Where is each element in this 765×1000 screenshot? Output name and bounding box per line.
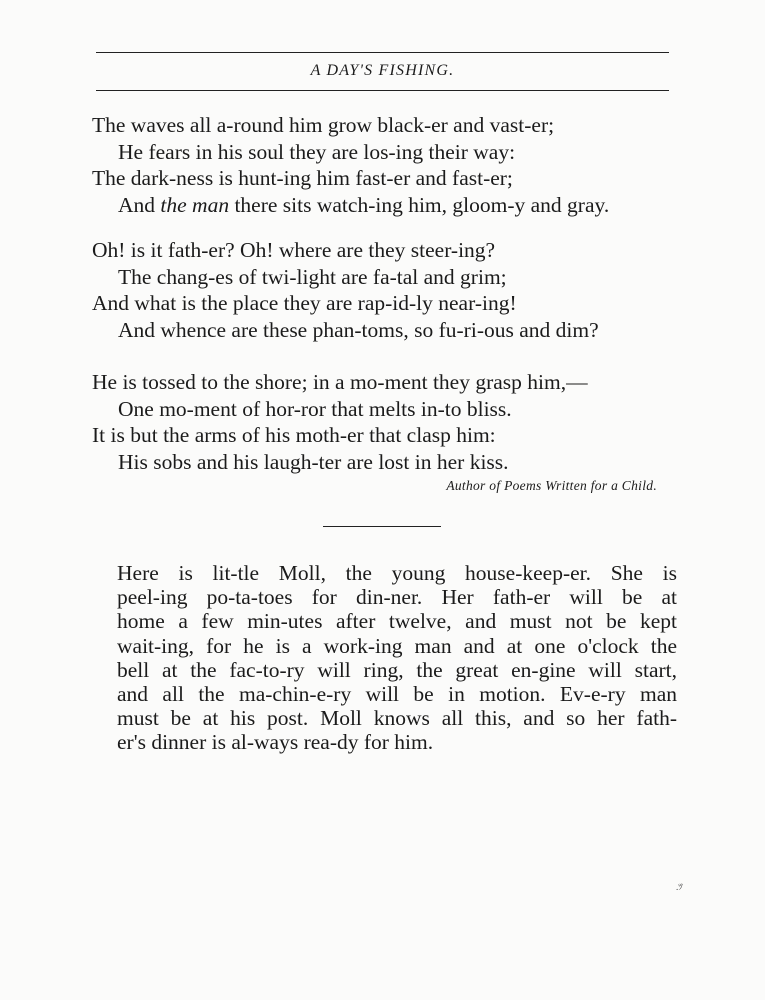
header-rule-bottom <box>96 90 669 91</box>
emphasized-words: the man <box>160 192 230 217</box>
poem-line: He is tossed to the shore; in a mo-ment they grasp him,— <box>92 370 588 394</box>
poem-line: And what is the place they are rap-id-ly near-ing! <box>92 291 517 315</box>
prose-line: must be at his post. Moll knows all this, and so her fath- <box>117 706 677 731</box>
running-title: A DAY'S FISHING. <box>310 62 455 79</box>
section-divider <box>323 526 441 527</box>
poem-line: His sobs and his laugh-ter are lost in her kiss. <box>118 449 509 474</box>
printer-mark: .ﾂ <box>676 882 683 892</box>
prose-line: peel-ing po-ta-toes for din-ner. Her fath-er will be at <box>117 585 677 610</box>
poem-line-part: there sits watch-ing him, gloom-y and gray. <box>229 192 610 217</box>
poem-line: Oh! is it fath-er? Oh! where are they steer-ing? <box>92 238 496 262</box>
poem-stanza-3 <box>92 369 692 475</box>
poem-line-part: And <box>118 192 161 217</box>
poem-line: He fears in his soul they are los-ing their way: <box>118 139 516 164</box>
poem-line: And whence are these phan-toms, so fu-ri-ous and dim? <box>118 317 599 342</box>
poem-attribution: Author of Poems Written for a Child. <box>446 478 657 493</box>
poem-stanza-2 <box>92 237 692 343</box>
poem-line: The dark-ness is hunt-ing him fast-er and fast-er; <box>92 166 513 190</box>
poem-line: The waves all a-round him grow black-er and vast-er; <box>92 113 555 137</box>
poem-line-with-emphasis <box>92 192 692 219</box>
poem-line: It is but the arms of his moth-er that clasp him: <box>92 423 496 447</box>
prose-line: home a few min-utes after twelve, and must not be kept <box>117 609 677 634</box>
poem-line: One mo-ment of hor-ror that melts in-to bliss. <box>118 396 512 421</box>
prose-line: Here is lit-tle Moll, the young house-keep-er. She is <box>117 561 677 585</box>
poem-stanza-1 <box>92 112 692 218</box>
prose-line: bell at the fac-to-ry will ring, the great en-gine will start, <box>117 657 677 682</box>
header-rule-top <box>96 52 669 53</box>
poem-line: The chang-es of twi-light are fa-tal and grim; <box>118 264 507 289</box>
prose-paragraph <box>117 561 677 755</box>
prose-line: wait-ing, for he is a work-ing man and at one o'clock the <box>117 633 677 658</box>
prose-line: and all the ma-chin-e-ry will be in motion. Ev-e-ry man <box>117 682 677 707</box>
prose-line: er's dinner is al-ways rea-dy for him. <box>117 730 434 755</box>
